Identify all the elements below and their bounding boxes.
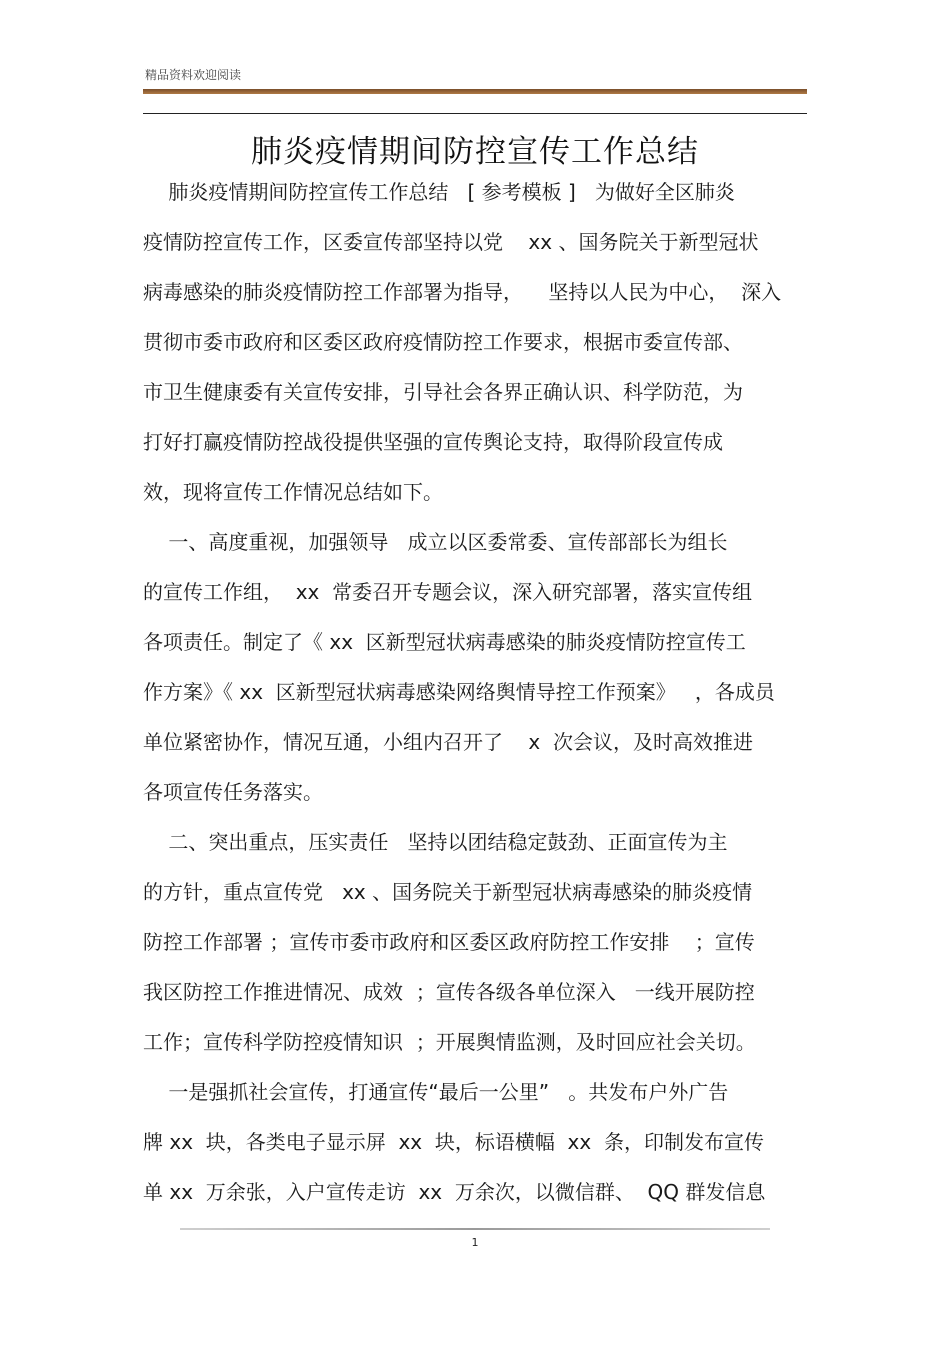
header-rule-thin <box>143 113 807 114</box>
document-title: 肺炎疫情期间防控宣传工作总结 <box>251 134 699 170</box>
text-line: 一是强抓社会宣传，打通宣传“最后一公里” 。共发布户外广告 <box>143 1080 729 1104</box>
text-line: 的宣传工作组， xx 常委召开专题会议，深入研究部署，落实宣传组 <box>143 580 753 604</box>
text-line: 贯彻市委市政府和区委区政府疫情防控工作要求，根据市委宣传部、 <box>143 330 743 354</box>
text-line: 牌 xx 块，各类电子显示屏 xx 块，标语横幅 xx 条，印制发布宣传 <box>143 1130 764 1154</box>
text-line: 单位紧密协作，情况互通，小组内召开了 x 次会议，及时高效推进 <box>143 730 753 754</box>
text-line: 效，现将宣传工作情况总结如下。 <box>143 480 443 504</box>
text-line: 我区防控工作推进情况、成效 ；宣传各级各单位深入 一线开展防控 <box>143 980 755 1004</box>
text-line: 一、高度重视，加强领导 成立以区委常委、宣传部部长为组长 <box>143 530 728 554</box>
header-label: 精品资料欢迎阅读 <box>145 68 242 82</box>
text-line: 肺炎疫情期间防控宣传工作总结 [ 参考模板 ] 为做好全区肺炎 <box>143 180 735 204</box>
text-line: 作方案》《 xx 区新型冠状病毒感染网络舆情导控工作预案》 ，各成员 <box>143 680 775 704</box>
header-rule-thick <box>143 89 807 94</box>
text-line: 打好打赢疫情防控战役提供坚强的宣传舆论支持，取得阶段宣传成 <box>143 430 723 454</box>
text-line: 单 xx 万余张，入户宣传走访 xx 万余次，以微信群、 QQ 群发信息 <box>143 1180 766 1204</box>
page-number: 1 <box>471 1236 479 1249</box>
text-line: 的方针，重点宣传党 xx 、国务院关于新型冠状病毒感染的肺炎疫情 <box>143 880 753 904</box>
text-line: 各项责任。制定了《 xx 区新型冠状病毒感染的肺炎疫情防控宣传工 <box>143 630 746 654</box>
text-line: 疫情防控宣传工作，区委宣传部坚持以党 xx 、国务院关于新型冠状 <box>143 230 759 254</box>
text-line: 各项宣传任务落实。 <box>143 780 323 804</box>
text-line: 工作；宣传科学防控疫情知识 ；开展舆情监测，及时回应社会关切。 <box>143 1030 756 1054</box>
text-line: 市卫生健康委有关宣传安排，引导社会各界正确认识、科学防范，为 <box>143 380 743 404</box>
text-line: 病毒感染的肺炎疫情防控工作部署为指导， 坚持以人民为中心， 深入 <box>143 280 782 304</box>
footer-rule <box>180 1228 770 1230</box>
text-line: 防控工作部署 ；宣传市委市政府和区委区政府防控工作安排 ；宣传 <box>143 930 755 954</box>
text-line: 二、突出重点，压实责任 坚持以团结稳定鼓劲、正面宣传为主 <box>143 830 728 854</box>
